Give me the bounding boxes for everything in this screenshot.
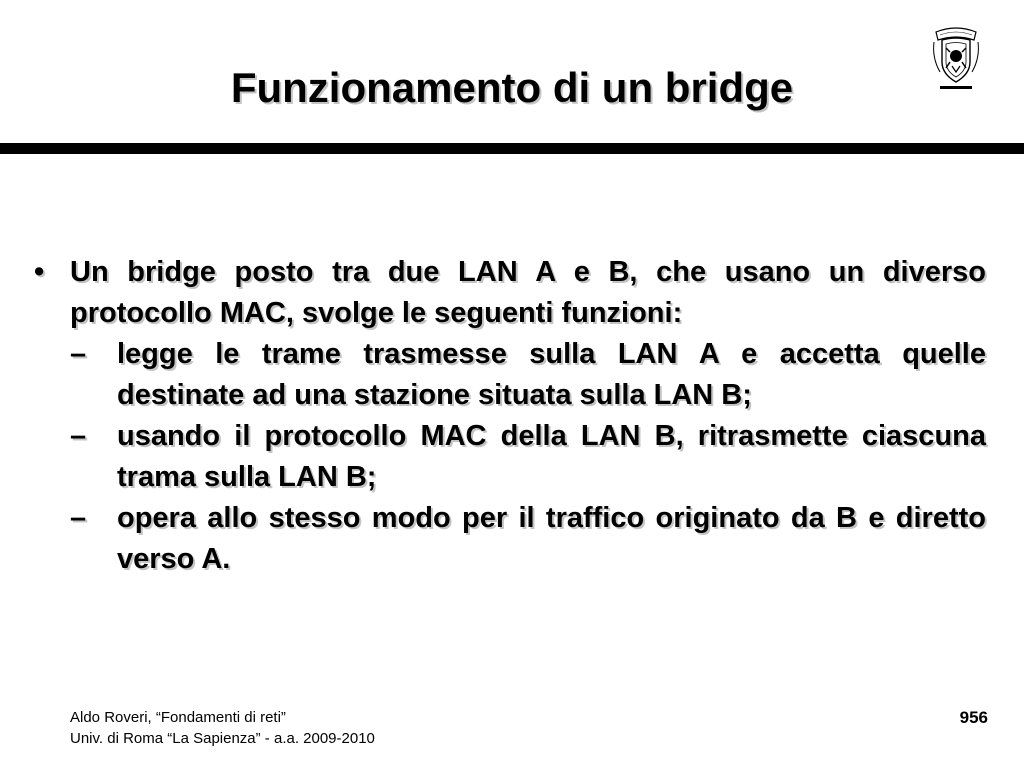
sub-item-text: opera allo stesso modo per il traffico originato da B e diretto verso A. xyxy=(117,502,986,575)
title-divider xyxy=(0,143,1024,154)
slide-body xyxy=(30,252,986,580)
university-seal-graphic xyxy=(928,22,984,94)
dash-marker: – xyxy=(70,338,87,370)
footer-institution: Univ. di Roma “La Sapienza” - a.a. 2009-2010 xyxy=(70,730,375,747)
sub-item-text: usando il protocollo MAC della LAN B, ritrasmette ciascuna trama sulla LAN B; xyxy=(117,420,986,493)
bullet-marker: • xyxy=(34,256,45,288)
dash-marker: – xyxy=(70,420,87,452)
sub-list xyxy=(70,334,986,580)
sub-item xyxy=(70,498,986,580)
bullet-text: Un bridge posto tra due LAN A e B, che usano un diverso protocollo MAC, svolge le seguenti funzioni: xyxy=(70,256,986,329)
sub-item-text: legge le trame trasmesse sulla LAN A e accetta quelle destinate ad una stazione situata sulla LAN B; xyxy=(117,338,986,411)
sub-item xyxy=(70,416,986,498)
page-number: 956 xyxy=(959,708,988,727)
footer-author: Aldo Roveri, “Fondamenti di reti” xyxy=(70,709,286,726)
university-seal-icon xyxy=(928,22,984,94)
slide-title: Funzionamento di un bridge xyxy=(230,64,794,111)
bullet-item xyxy=(30,252,986,334)
sub-item xyxy=(70,334,986,416)
dash-marker: – xyxy=(70,502,87,534)
